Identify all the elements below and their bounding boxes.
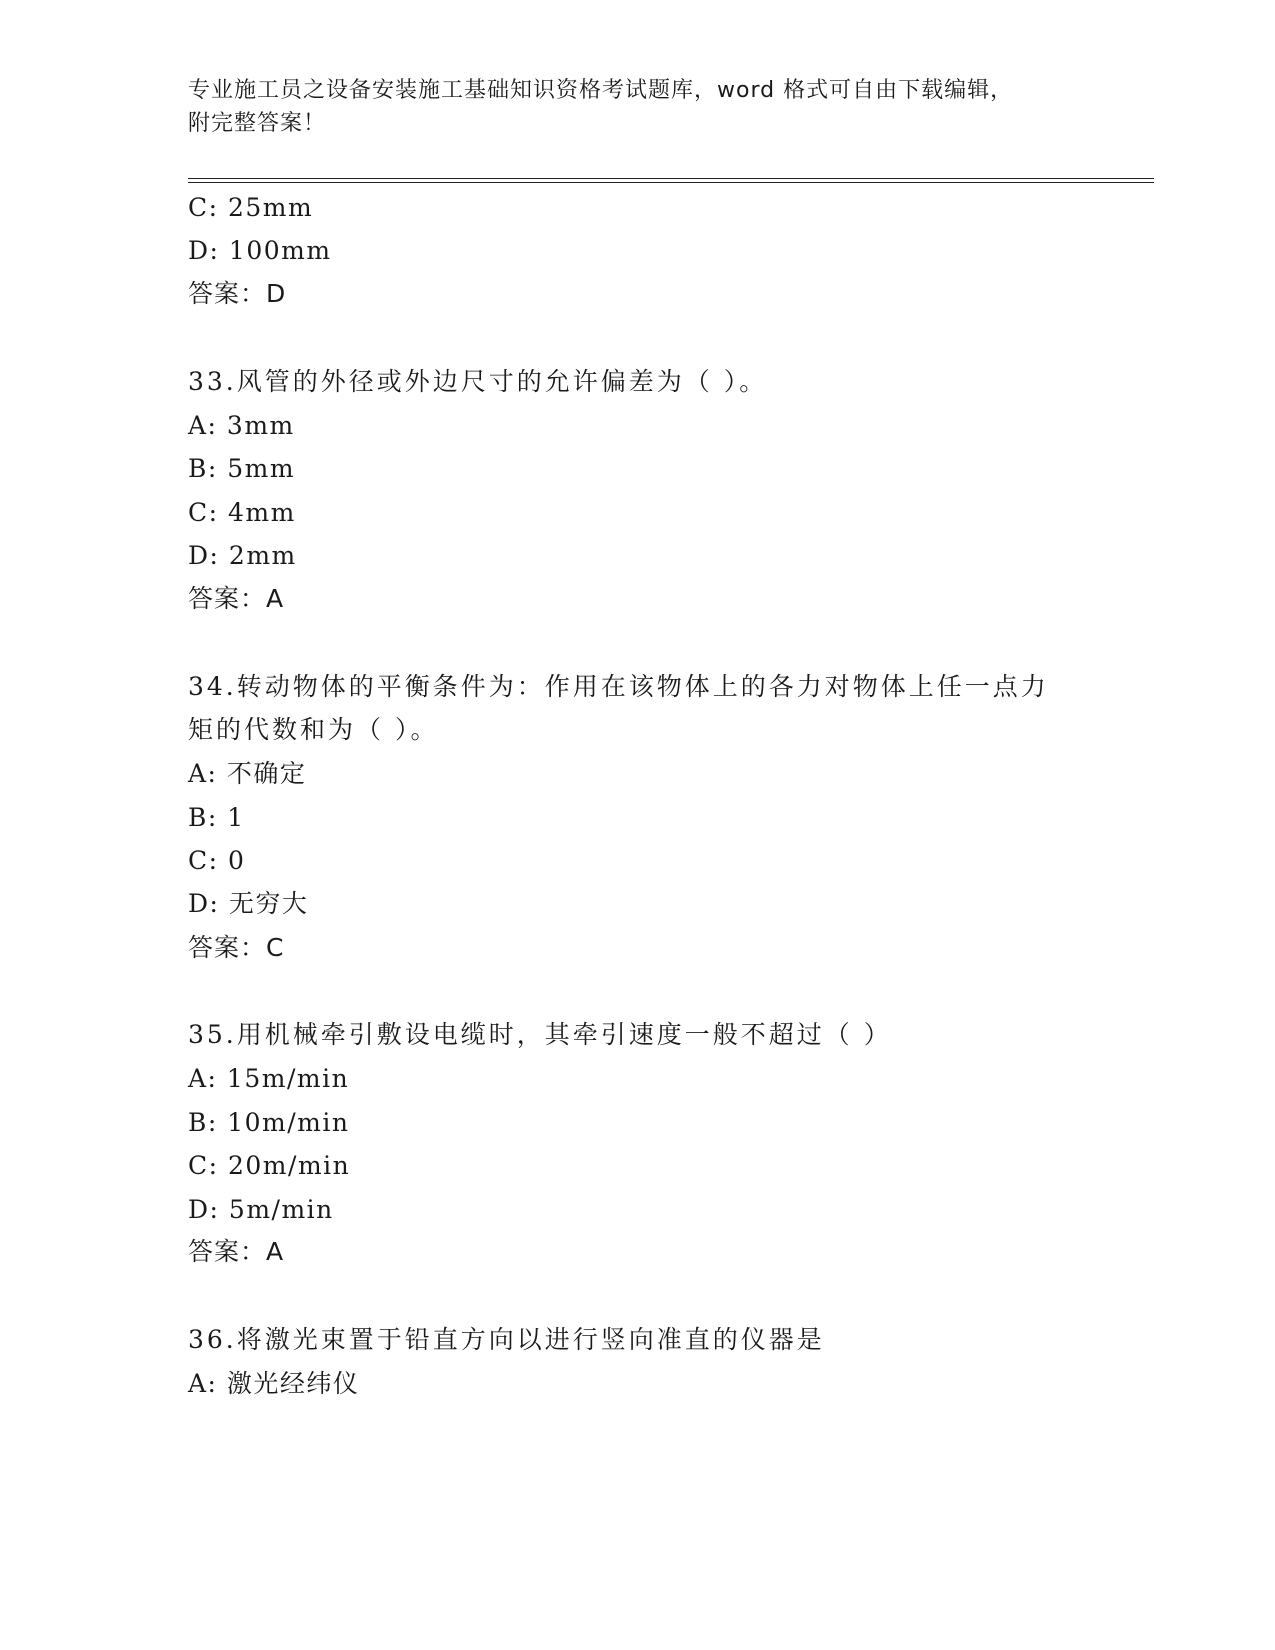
- q33-option-c: C: 4mm: [188, 498, 296, 527]
- q34-stem-line-1: 34.转动物体的平衡条件为：作用在该物体上的各力对物体上任一点力: [188, 672, 1049, 701]
- q33-option-b: B: 5mm: [188, 454, 296, 483]
- q35-option-a: A: 15m/min: [188, 1064, 350, 1093]
- q32-option-d: D: 100mm: [188, 236, 332, 265]
- q33-option-d: D: 2mm: [188, 541, 297, 570]
- header-divider-bottom: [188, 182, 1154, 183]
- q35-option-d: D: 5m/min: [188, 1195, 334, 1224]
- document-header: [188, 74, 1068, 140]
- q34-answer: 答案：C: [188, 933, 285, 962]
- q35-option-b: B: 10m/min: [188, 1108, 350, 1137]
- q33-stem: 33.风管的外径或外边尺寸的允许偏差为（ ）。: [188, 367, 768, 396]
- q34-option-a: A: 不确定: [188, 759, 307, 788]
- q33-answer: 答案：A: [188, 584, 285, 613]
- q34-option-d: D: 无穷大: [188, 889, 309, 918]
- q35-answer: 答案：A: [188, 1237, 285, 1266]
- q36-option-a: A: 激光经纬仪: [188, 1369, 360, 1398]
- header-line-1: 专业施工员之设备安装施工基础知识资格考试题库，word 格式可自由下载编辑，: [188, 78, 1014, 103]
- q33-option-a: A: 3mm: [188, 411, 295, 440]
- q32-answer: 答案：D: [188, 279, 287, 308]
- header-divider-top: [188, 178, 1154, 179]
- q36-stem: 36.将激光束置于铅直方向以进行竖向准直的仪器是: [188, 1325, 825, 1354]
- q34-stem-line-2: 矩的代数和为（ ）。: [188, 715, 439, 744]
- q35-option-c: C: 20m/min: [188, 1151, 351, 1180]
- q34-option-b: B: 1: [188, 803, 245, 832]
- header-line-2: 附完整答案！: [188, 111, 327, 136]
- q32-option-c: C: 25mm: [188, 193, 314, 222]
- q35-stem: 35.用机械牵引敷设电缆时，其牵引速度一般不超过（ ）: [188, 1020, 892, 1049]
- q34-option-c: C: 0: [188, 846, 246, 875]
